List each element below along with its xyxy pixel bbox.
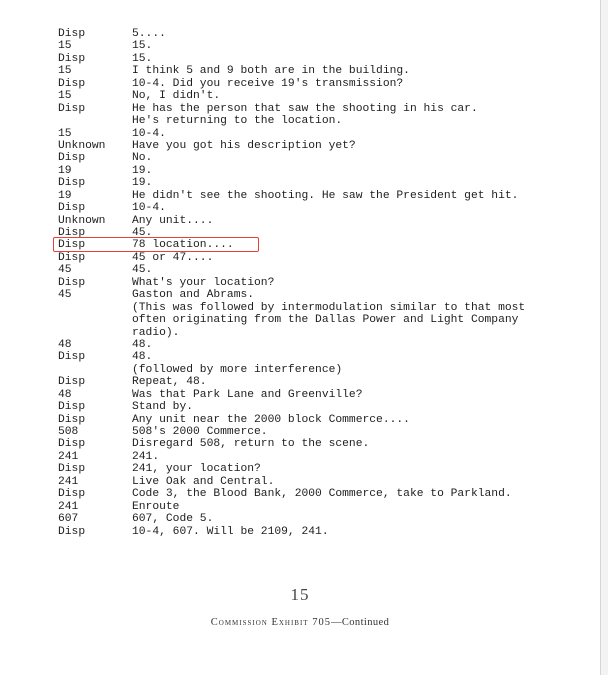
message-text: 19. [132, 177, 153, 190]
speaker-label: Disp [58, 488, 86, 501]
speaker-label: Disp [58, 376, 86, 389]
transcript-line [58, 289, 568, 301]
message-text: radio). [132, 326, 180, 339]
transcript-line [58, 103, 568, 115]
transcript-line [58, 165, 568, 177]
transcript-line [58, 215, 568, 227]
message-text: 45. [132, 264, 153, 277]
message-text: 241. [132, 450, 160, 463]
transcript-line [58, 438, 568, 450]
transcript-line [58, 152, 568, 164]
message-text: Any unit.... [132, 214, 214, 227]
transcript-line [58, 327, 568, 339]
highlight-box [53, 237, 259, 252]
message-text: often originating from the Dallas Power and Light Company [132, 314, 519, 327]
message-text: 607, Code 5. [132, 513, 214, 526]
message-text: 19. [132, 164, 153, 177]
message-text: 48. [132, 351, 153, 364]
speaker-label: 15 [58, 65, 72, 78]
message-text: Repeat, 48. [132, 376, 207, 389]
speaker-label: Disp [58, 463, 86, 476]
transcript-line [58, 364, 568, 376]
message-text: 15. [132, 52, 153, 65]
speaker-label: Disp [58, 52, 86, 65]
transcript-line [58, 451, 568, 463]
transcript-line [58, 426, 568, 438]
transcript-line [58, 389, 568, 401]
speaker-label: Disp [58, 413, 86, 426]
speaker-label: 48 [58, 388, 72, 401]
transcript-line [58, 351, 568, 363]
speaker-label: 241 [58, 475, 79, 488]
speaker-label: Disp [58, 102, 86, 115]
speaker-label: 45 [58, 289, 72, 302]
speaker-label: Unknown [58, 139, 106, 152]
message-text: (This was followed by intermodulation similar to that most [132, 301, 526, 314]
speaker-label: Disp [58, 401, 86, 414]
message-text: No. [132, 152, 153, 165]
speaker-label: 19 [58, 164, 72, 177]
transcript-line [58, 476, 568, 488]
speaker-label: Disp [58, 202, 86, 215]
transcript-line [58, 277, 568, 289]
speaker-label: 607 [58, 513, 79, 526]
speaker-label: Disp [58, 351, 86, 364]
speaker-label: Disp [58, 77, 86, 90]
transcript-line [58, 140, 568, 152]
page-number: 15 [290, 585, 310, 604]
message-text: 508's 2000 Commerce. [132, 426, 268, 438]
speaker-label: Disp [58, 239, 86, 252]
speaker-label: Disp [58, 152, 86, 165]
transcript-line [58, 128, 568, 140]
speaker-label: Disp [58, 276, 86, 289]
message-text: 241, your location? [132, 463, 261, 476]
exhibit-caption-title: Commission Exhibit 705 [210, 617, 331, 628]
message-text: Stand by. [132, 401, 194, 414]
speaker-label: 241 [58, 450, 79, 463]
message-text: He has the person that saw the shooting in his car. [132, 102, 478, 115]
transcript-line [58, 78, 568, 90]
speaker-label: 19 [58, 189, 72, 202]
message-text: 10-4. [132, 202, 166, 215]
radio-transcript [58, 28, 568, 538]
speaker-label: Disp [58, 28, 86, 40]
speaker-label: Disp [58, 438, 86, 451]
transcript-line [58, 202, 568, 214]
transcript-line [58, 28, 568, 40]
message-text: (followed by more interference) [132, 363, 343, 376]
exhibit-caption-suffix: —Continued [330, 617, 390, 628]
transcript-line [58, 302, 568, 314]
transcript-line [58, 414, 568, 426]
message-text: Gaston and Abrams. [132, 289, 255, 302]
transcript-line [58, 314, 568, 326]
transcript-line [58, 501, 568, 513]
message-text: Enroute [132, 500, 180, 513]
message-text: 10-4. Did you receive 19's transmission? [132, 77, 404, 90]
speaker-label: 15 [58, 90, 72, 103]
speaker-label: Disp [58, 177, 86, 190]
speaker-label: 241 [58, 500, 79, 513]
transcript-line [58, 401, 568, 413]
message-text: He didn't see the shooting. He saw the President get hit. [132, 189, 519, 202]
transcript-line [58, 463, 568, 475]
speaker-label: 45 [58, 264, 72, 277]
transcript-line [58, 488, 568, 500]
transcript-line [58, 252, 568, 264]
speaker-label: 15 [58, 127, 72, 140]
transcript-line [58, 90, 568, 102]
message-text: 10-4, 607. Will be 2109, 241. [132, 525, 329, 538]
message-text: What's your location? [132, 276, 275, 289]
message-text: I think 5 and 9 both are in the building. [132, 65, 410, 78]
message-text: 15. [132, 40, 153, 53]
speaker-label: Disp [58, 251, 86, 264]
message-text: 45. [132, 227, 153, 239]
transcript-line [58, 339, 568, 351]
message-text: 45 or 47.... [132, 251, 214, 264]
transcript-line [58, 177, 568, 189]
speaker-label: 48 [58, 338, 72, 351]
speaker-label: 508 [58, 426, 79, 438]
message-text: Disregard 508, return to the scene. [132, 438, 370, 451]
message-text: 5.... [132, 28, 166, 40]
transcript-line [58, 526, 568, 538]
exhibit-caption [0, 617, 600, 628]
speaker-label: 15 [58, 40, 72, 53]
speaker-label: Disp [58, 525, 86, 538]
message-text: Was that Park Lane and Greenville? [132, 388, 363, 401]
message-text: He's returning to the location. [132, 115, 343, 128]
message-text: Any unit near the 2000 block Commerce.... [132, 413, 410, 426]
message-text: 78 location.... [132, 239, 234, 252]
speaker-label: Disp [58, 227, 86, 239]
message-text: No, I didn't. [132, 90, 221, 103]
message-text: Code 3, the Blood Bank, 2000 Commerce, take to Parkland. [132, 488, 512, 501]
speaker-label: Unknown [58, 214, 106, 227]
message-text: 48. [132, 338, 153, 351]
transcript-line [58, 40, 568, 52]
transcript-line [58, 65, 568, 77]
transcript-line [58, 513, 568, 525]
message-text: Have you got his description yet? [132, 139, 356, 152]
transcript-line [58, 264, 568, 276]
transcript-line [58, 376, 568, 388]
message-text: Live Oak and Central. [132, 475, 275, 488]
transcript-line [58, 190, 568, 202]
transcript-line [58, 53, 568, 65]
transcript-line [58, 115, 568, 127]
message-text: 10-4. [132, 127, 166, 140]
